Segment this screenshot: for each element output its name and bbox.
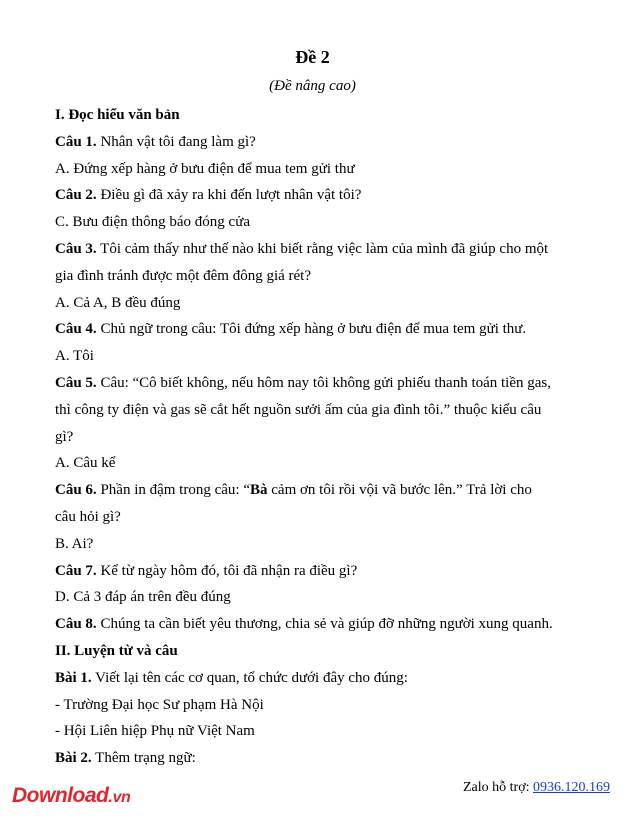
question-1 (55, 129, 585, 156)
page-title: Đề 2 (295, 47, 330, 67)
answer-4: A. Tôi (55, 348, 94, 365)
support-phone-link[interactable]: 0936.120.169 (533, 780, 610, 795)
question-7 (55, 558, 585, 585)
question-text: cảm ơn tôi rồi vội vã bước lên.” Trả lời cho (267, 482, 532, 499)
question-5 (55, 370, 585, 397)
question-3 (55, 236, 585, 263)
question-6 (55, 477, 585, 504)
question-text: Câu: “Cô biết không, nếu hôm nay tôi không gửi phiếu thanh toán tiền gas, (96, 374, 552, 391)
question-4 (55, 316, 585, 343)
question-label: Câu 1. (55, 133, 97, 150)
answer-3: A. Cả A, B đều đúng (55, 294, 181, 311)
question-label: Câu 4. (55, 321, 97, 338)
answer-1: A. Đứng xếp hàng ở bưu điện để mua tem gửi thư (55, 160, 355, 177)
section-heading-vocabulary: II. Luyện từ và câu (55, 642, 178, 659)
bold-word: Bà (249, 482, 268, 499)
question-label: Câu 5. (55, 374, 97, 391)
document-body (55, 102, 585, 772)
question-text: Nhân vật tôi đang làm gì? (96, 133, 256, 150)
question-label: Câu 3. (55, 240, 97, 257)
question-3-continued: gia đình tránh được một đêm đông giá rét? (55, 267, 311, 284)
question-text: Điều gì đã xảy ra khi đến lượt nhân vật tôi? (96, 187, 362, 204)
support-label: Zalo hỗ trợ: (463, 780, 533, 795)
page-footer (0, 770, 625, 820)
question-label: Câu 6. (55, 482, 97, 499)
logo-text: Download (12, 784, 109, 807)
question-text: Phần in đậm trong câu: “ (96, 482, 250, 499)
question-2 (55, 182, 585, 209)
question-text: Chúng ta cần biết yêu thương, chia sẻ và giúp đỡ những người xung quanh. (96, 616, 553, 633)
question-5-continued: thì công ty điện và gas sẽ cắt hết nguồn sưởi ấm của gia đình tôi.” thuộc kiểu câu (55, 401, 542, 418)
support-contact (463, 780, 610, 796)
answer-5: A. Câu kể (55, 455, 116, 472)
question-text: Chủ ngữ trong câu: Tôi đứng xếp hàng ở bưu điện để mua tem gửi thư. (96, 321, 527, 338)
answer-7: D. Cả 3 đáp án trên đều đúng (55, 589, 231, 606)
answer-6: B. Ai? (55, 535, 94, 552)
section-heading-reading: I. Đọc hiểu văn bản (55, 107, 180, 123)
question-text: Kể từ ngày hôm đó, tôi đã nhận ra điều gì? (96, 562, 358, 579)
answer-2: C. Bưu điện thông báo đóng cửa (55, 214, 250, 231)
logo-tld: vn (112, 789, 131, 806)
exercise-text: Viết lại tên các cơ quan, tổ chức dưới đây cho đúng: (91, 669, 408, 686)
exercise-1-item: - Trường Đại học Sư phạm Hà Nội (55, 696, 264, 713)
exercise-label: Bài 1. (55, 669, 92, 686)
question-8 (55, 611, 585, 638)
download-vn-logo[interactable] (12, 784, 130, 808)
exercise-2 (55, 745, 585, 772)
question-5-continued: gì? (55, 428, 74, 445)
exercise-text: Thêm trạng ngữ: (91, 750, 196, 767)
page-subtitle: (Đề nâng cao) (269, 78, 356, 94)
question-text: Tôi cảm thấy như thế nào khi biết rằng việc làm của mình đã giúp cho một (96, 240, 549, 257)
question-label: Câu 8. (55, 616, 97, 633)
exercise-1-item: - Hội Liên hiệp Phụ nữ Việt Nam (55, 723, 255, 740)
logo-dot: . (108, 787, 113, 806)
question-6-continued: câu hỏi gì? (55, 508, 121, 525)
question-label: Câu 2. (55, 187, 97, 204)
question-label: Câu 7. (55, 562, 97, 579)
exercise-label: Bài 2. (55, 750, 92, 767)
exercise-1 (55, 665, 585, 692)
